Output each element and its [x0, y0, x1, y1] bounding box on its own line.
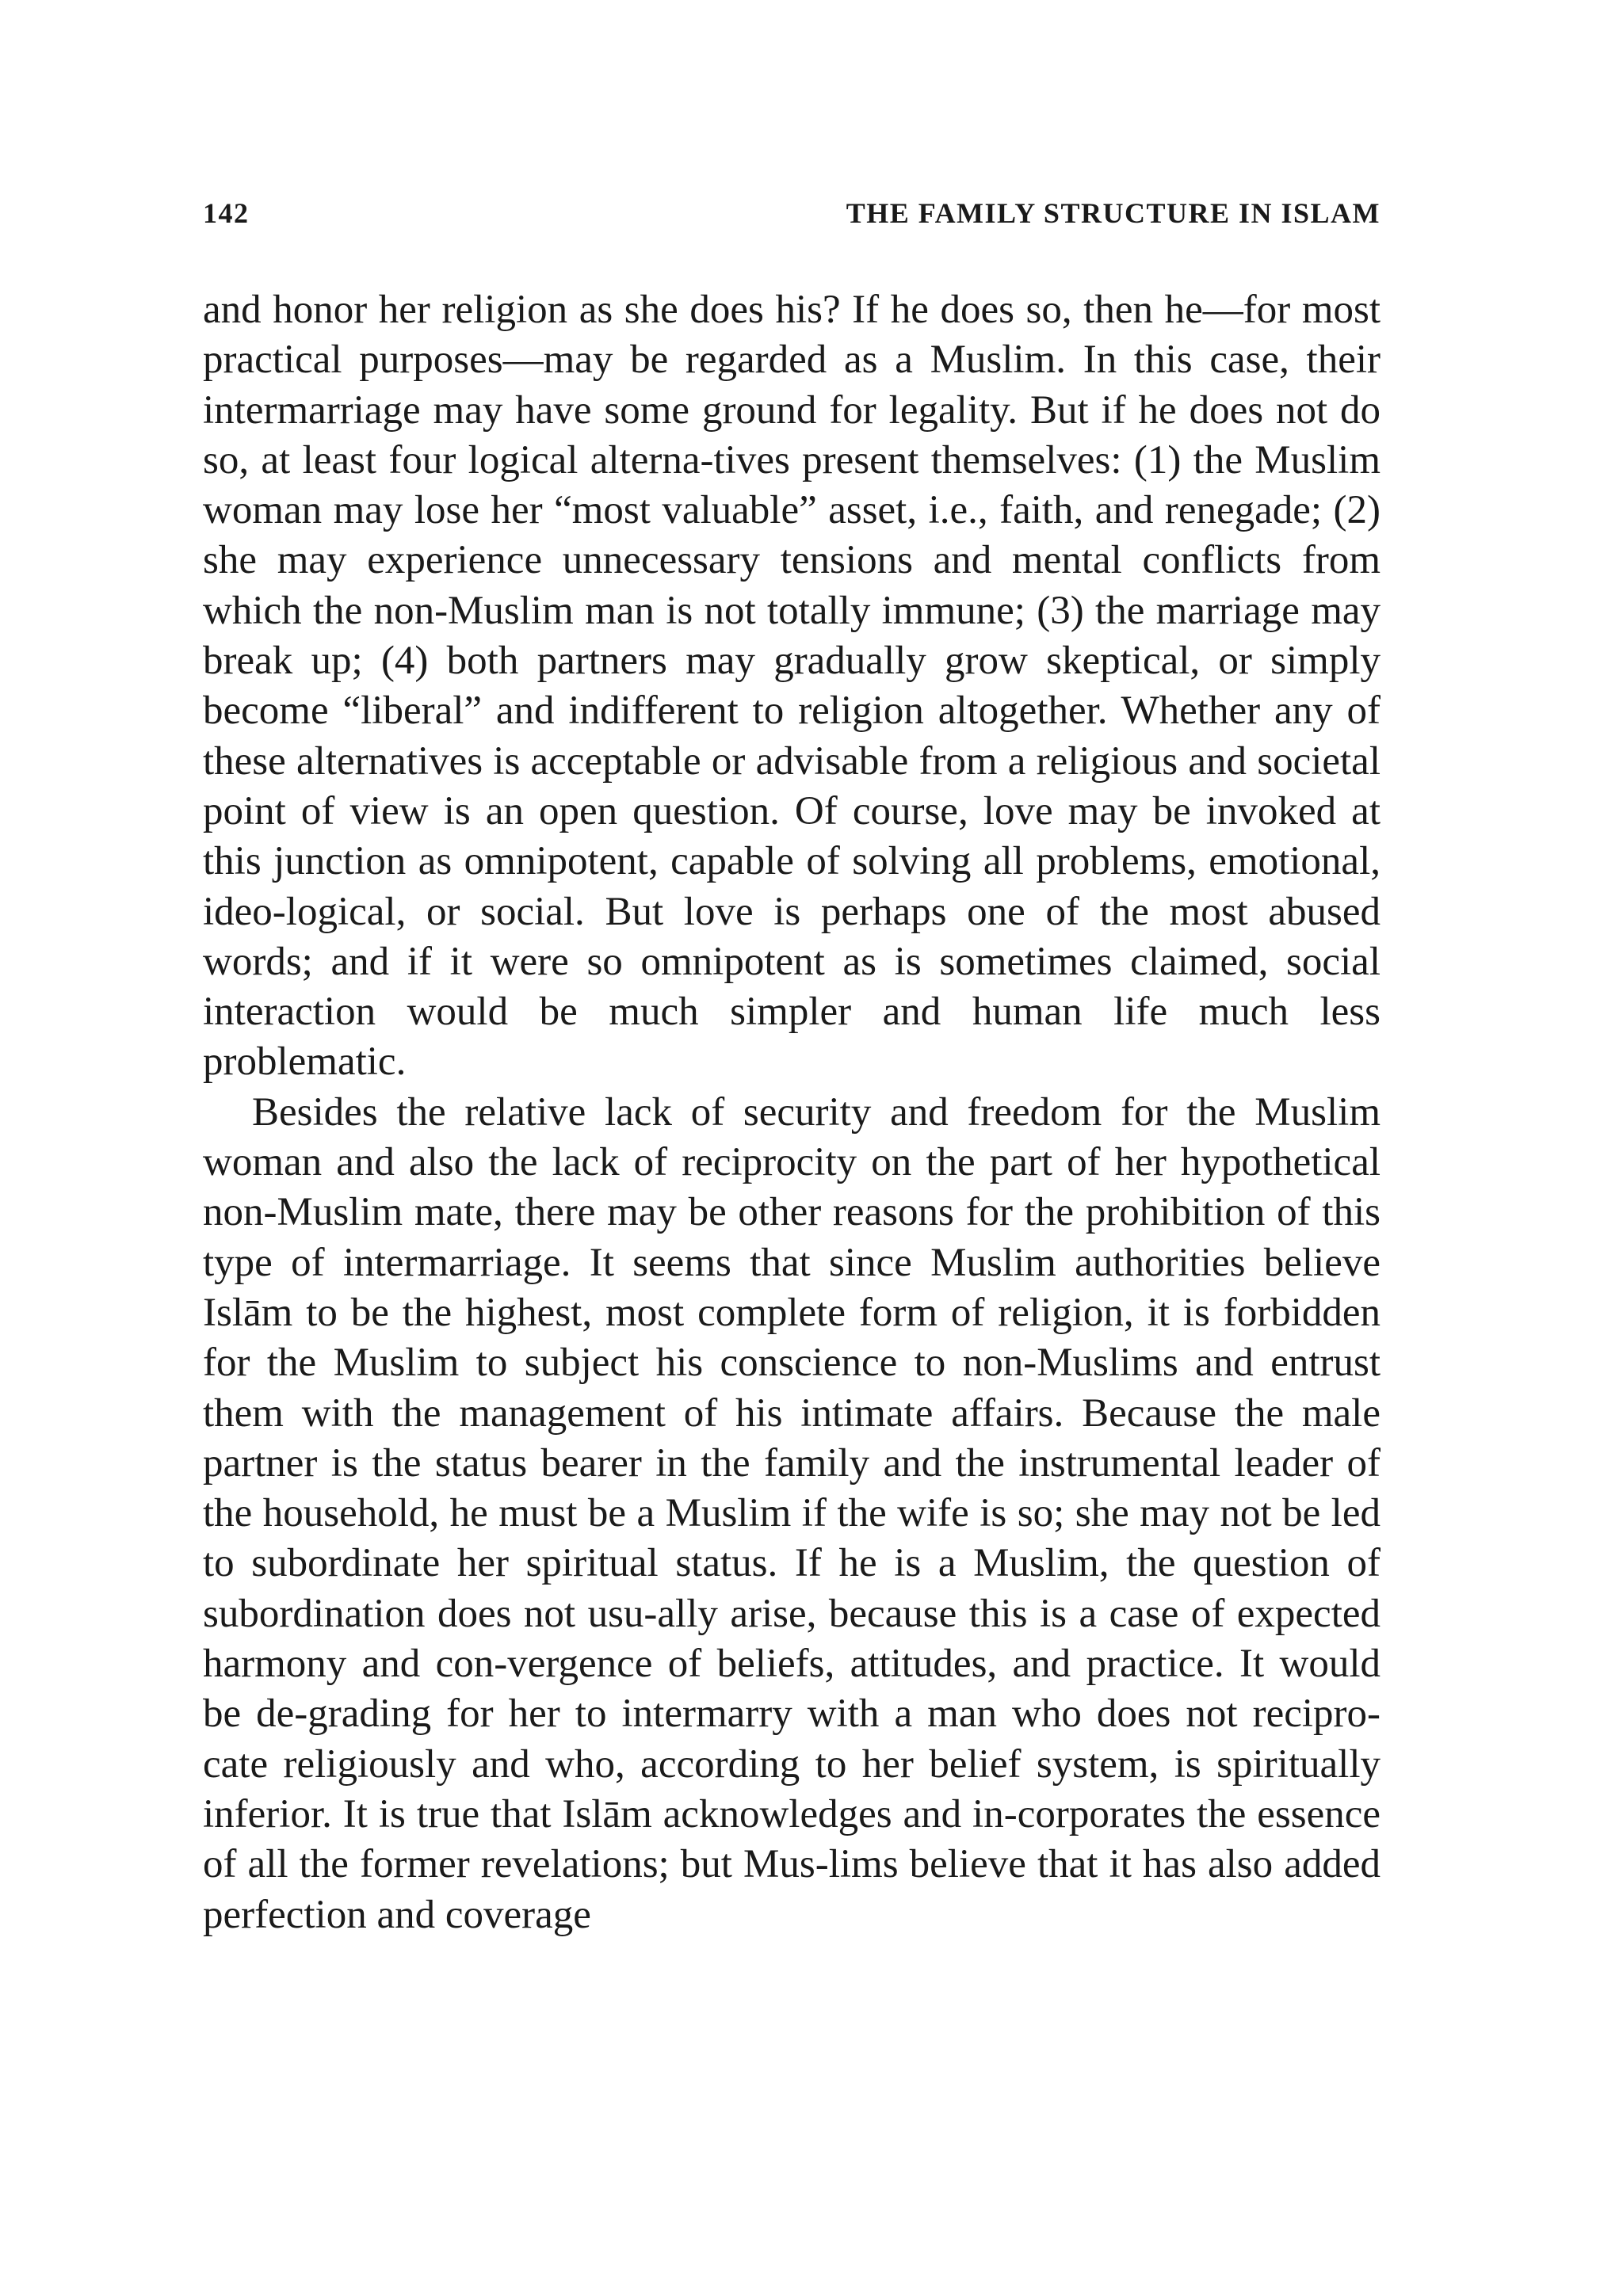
body-text: [203, 285, 1381, 1940]
running-head: [203, 196, 1381, 231]
paragraph-1: and honor her religion as she does his? If he does so, then he—for most practical purposes—may be regarded as a Muslim. In this case, their intermarriage may have some ground for legality. But if he does not do so, at least four logical alterna-tives present themselves: (1) the Muslim woman may lose her “most valuable” asset, i.e., faith, and renegade; (2) she may experience unnecessary tensions and mental conflicts from which the non-Muslim man is not totally immune; (3) the marriage may break up; (4) both partners may gradually grow skeptical, or simply become “liberal” and indifferent to religion altogether. Whether any of these alternatives is acceptable or advisable from a religious and societal point of view is an open question. Of course, love may be invoked at this junction as omnipotent, capable of solving all problems, emotional, ideo-logical, or social. But love is perhaps one of the most abused words; and if it were so omnipotent as is sometimes claimed, social interaction would be much simpler and human life much less problematic.: [203, 288, 1381, 1085]
paragraph-2: Besides the relative lack of security and freedom for the Muslim woman and also the lack of reciprocity on the part of her hypothetical non-Muslim mate, there may be other reasons for the prohibition of this type of intermarriage. It seems that since Muslim authorities believe Islām to be the highest, most complete form of religion, it is forbidden for the Muslim to subject his conscience to non-Muslims and entrust them with the management of his intimate affairs. Because the male partner is the status bearer in the family and the instrumental leader of the household, he must be a Muslim if the wife is so; she may not be led to subordinate her spiritual status. If he is a Muslim, the question of subordination does not usu-ally arise, because this is a case of expected harmony and con-vergence of beliefs, attitudes, and practice. It would be de-grading for her to intermarry with a man who does not recipro-cate religiously and who, according to her belief system, is spiritually inferior. It is true that Islām acknowledges and in-corporates the essence of all the former revelations; but Mus-lims believe that it has also added perfection and coverage: [203, 1089, 1381, 1937]
running-title: THE FAMILY STRUCTURE IN ISLAM: [846, 197, 1381, 229]
page-number: 142: [203, 197, 250, 229]
